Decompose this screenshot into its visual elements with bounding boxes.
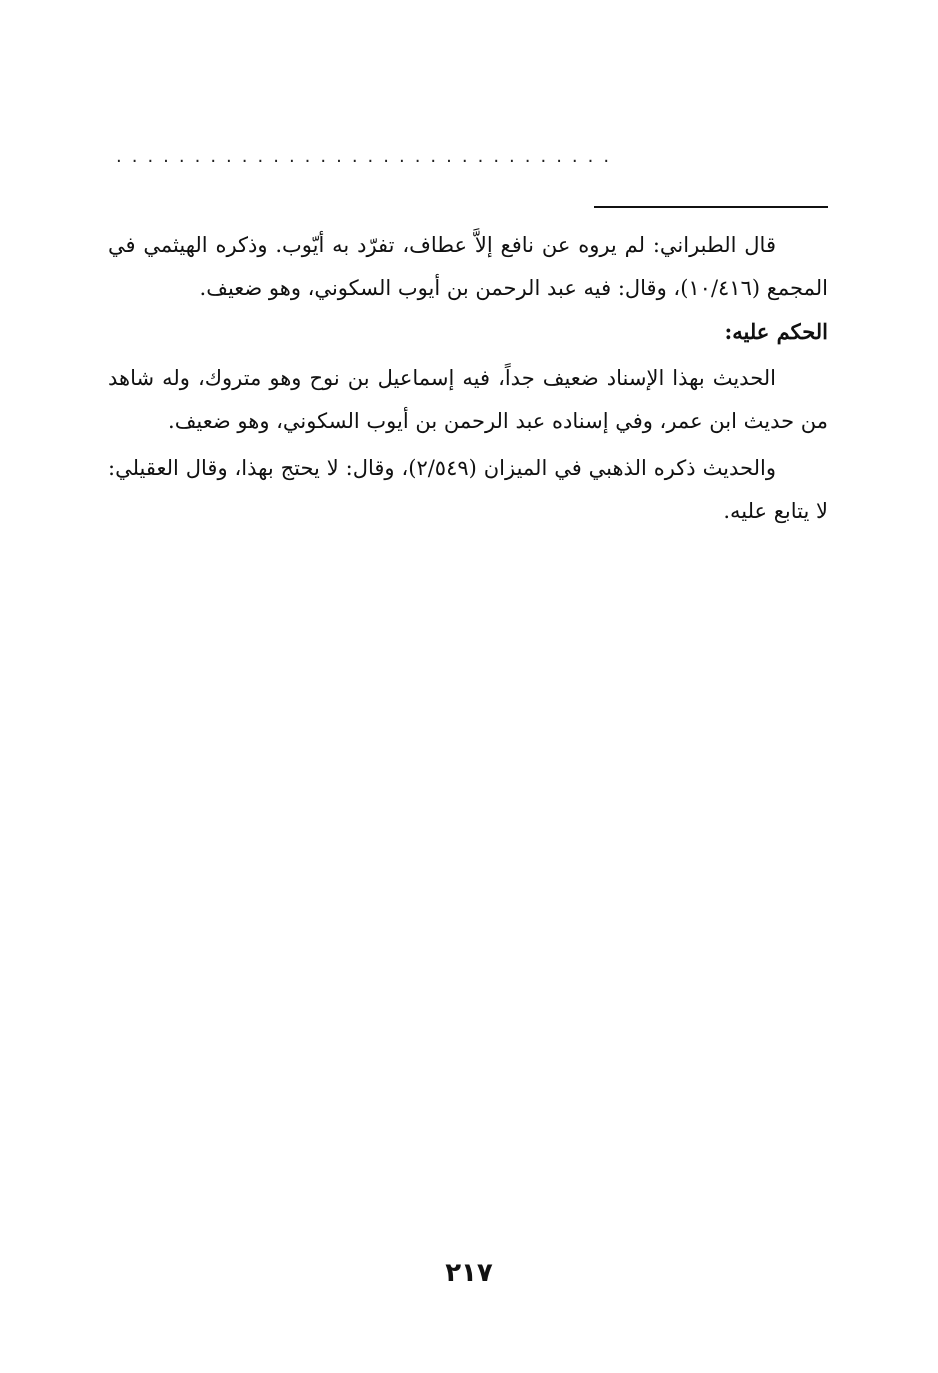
- ruling-paragraph: الحديث بهذا الإسناد ضعيف جداً، فيه إسماعيل بن نوح وهو متروك، وله شاهد من حديث ابن عمر، وفي إسناده عبد الرحمن بن أيوب السكوني، وهو ضعيف.: [108, 366, 828, 433]
- dotted-separator: ................................: [116, 150, 620, 164]
- dhahabi-paragraph: والحديث ذكره الذهبي في الميزان (٢/٥٤٩)، وقال: لا يحتج بهذا، وقال العقيلي: لا يتابع عليه.: [108, 456, 828, 523]
- page-body: [108, 224, 828, 533]
- page-number: ٢١٧: [445, 1258, 493, 1288]
- footnote-rule: [594, 206, 828, 208]
- ruling-heading: الحكم عليه:: [724, 319, 828, 344]
- footnote-paragraph: قال الطبراني: لم يروه عن نافع إلاَّ عطاف، تفرّد به أيّوب. وذكره الهيثمي في المجمع (١٠/٤١٦)، وقال: فيه عبد الرحمن بن أيوب السكوني، وهو ضعيف.: [108, 233, 828, 300]
